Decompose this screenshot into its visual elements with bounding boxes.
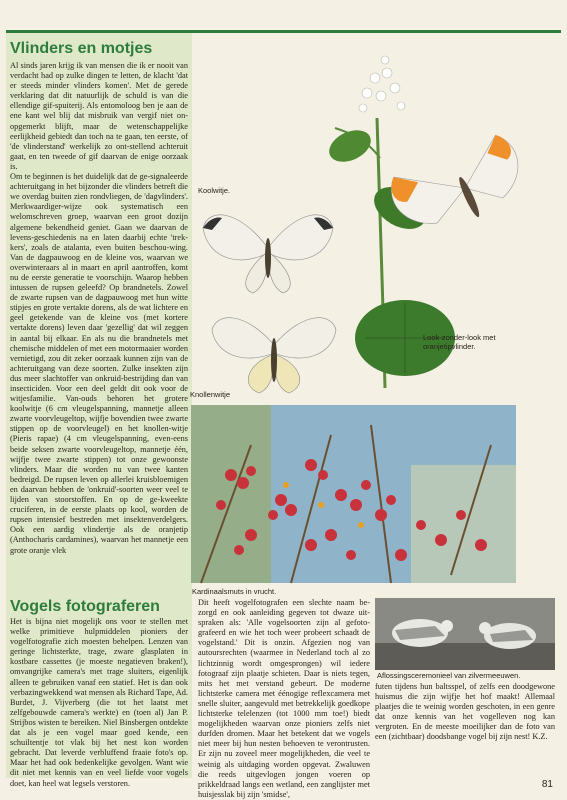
caption-meeuwen: Aflossingsceremonieel van zilvermeeuwen. xyxy=(377,671,521,680)
article-column-vogels-3 xyxy=(375,682,555,778)
caption-look-zonder-look: Look-zonder-look met oranjetipvlinder. xyxy=(423,333,496,351)
page-number: 81 xyxy=(541,779,553,790)
section-title-vogels: Vogels fotograferen xyxy=(10,598,160,615)
author-signature: K.Z. xyxy=(532,732,548,742)
paragraph xyxy=(375,682,555,743)
caption-kardinaalsmuts: Kardinaalsmuts in vrucht. xyxy=(192,587,277,596)
paragraph-text: futen tijdens hun baltsspel, of zelfs een doodgewone huismus die zijn wijfje het hof maakt! Allemaal plaatjes die te weinig worden geschoten, in een genre dat onze kennis van het vogelleven nog kan vergroten. En de meeste moeilijker dan de foto van een (zichtbaar) doodsbange vogel bij zijn nest! xyxy=(375,682,555,742)
article-column-vogels-2 xyxy=(198,598,370,799)
gull-photo xyxy=(375,598,555,670)
caption-koolwitje: Koolwitje. xyxy=(198,186,231,195)
article-column-vlinders xyxy=(10,61,188,591)
koolwitje-illustration xyxy=(198,198,338,298)
paragraph: Dit heeft vogelfotografen een slechte naam be-zorgd en ook aanleiding gegeven tot dwaze uit-spraken als: 'Alle vogelsoorten zijn al gefoto-grafeerd en wie het toch weer probeert schaadt de vogelstand.' Dit is onzin. Afgezien nog van autoursrechten (waarmee in Nederland toch al zo lichtzinnig wordt omgesprongen) wil iedere fotograaf zijn plaatje schieten. Daar is niets tegen, mits het met verstand gebeurt. De moderne lichtsterke camera met éénogige reflexcamera met snelle sluiter, aangevuld met betrekkelijk goedkope lichtsterke telelenzen (tot 1000 mm toe!) biedt mogelijkheden waarvan onze pioniers zelfs niet durfden dromen. Maar het betekent dat we vogels niet meer bij hun nesten behoeven te verontrusten. Er zijn nu zoveel meer mogelijkheden, die veel te weinig als uitdaging worden opgevat. Zwaluwen die reeds uitgevlogen jongen voeren op prikkeldraad langs een wetland, een zanglijster met huisjesslak bij zijn 'smidse', xyxy=(198,598,370,799)
paragraph: Om te beginnen is het duidelijk dat de ge-signaleerde achteruitgang in het bijzonder die vlinders betreft die we overdag buiten zien rondvliegen, de 'dagvlinders'. Merkwaardiger-wijze ook systematisch een welomschreven groep, waarvan een groot dozijn algemene bekendheid geniet. Gaan we daarvan de levens-geschiedenis na en laten daarbij echte 'trek-kers', zoals de atalanta, even buiten beschou-wing. Van de dagpauwoog en de kleine vos, waarvan we overwinteraars al in maart en april aantroffen, komt nu de eerste generatie te voorschijn. Waarop hebben intussen de rupsen geleefd? Op brandnetels. Zowel de zwarte rupsen van de dagpauwoog met hun witte stipjes en grote vertakte dorens, als de wat lichtere en geel getekende van de kleine vos (met kortere vertakte dorens) leven daar 'gezellig' dat wil zeggen in aantal bij elkaar. En als nu die brandnetels met chemische middelen of met een motormaaier worden vernietigd, zou dit zeker oorzaak kunnen zijn van de achteruitgang van deze soorten. Zulke insekten zijn dus meer slachtoffer van onkruid-bestrijding dan van insecticiden. Voor een deel geldt dit ook voor de witjesfamilie. Van-ouds behoren het grotere koolwitje (6 cm vleugelspanning, mannetje alleen zwarte voorvleugeltop, wijfje bovendien twee zwarte stippen op de voorvleugel) en het knollen-witje (Pieris rapae) (4 cm vleugelspanning, even-eens beide seksen zwarte voorvleugeltop, mannetje één, wijfje twee zwarte stippen) tot onze gewoonste vlinders. Maar die worden nu van twee kanten bedreigd. De rupsen leven op allerlei kruisbloemigen en daarvan hebben de 'onkruid'-soorten weer veel te lijden van stoorstoffen. En op de ge-kweekte cruciferen, in de eerste plaats op kool, worden de rupsen intensief bestreden met insektenverdelgers. Ook een aardig vlindertje als de oranjetip (Anthocharis cardamines), waarvan het mannetje een grote oranje vlek xyxy=(10,172,188,555)
paragraph: Het is bijna niet mogelijk ons voor te stellen met welke primitieve hulpmiddelen pioniers der vogelfotografie zich moesten behelpen. Lenzen van geringe lichtsterkte, trage, zware glasplaten in kostbare cassettes (je moeste negatieven braken!), omvangrijke camera's met trage sluiters, eigenlijk alleen te gebruiken vanaf een statief. Het is dan ook verbazingwekkend wat mensen als Richard Tape, Ad. Burdet, J. Vijverberg (die tot het laatst met zelfgebouwde camera's werkte) en (toen al) Jan P. Strijbos wisten te bereiken. Niel Binsbergen ontdekte dat als je een vogel maar goed kende, een schuiltentje tot vlak bij het nest kon worden gebracht. Dat leverde verbluffend fraaie foto's op. Maar het had ook bedenkelijke gevolgen. Want wie dit niet met kennis van en veel liefde voor vogels doet, kan heel wat legsels verstoren. xyxy=(10,617,188,788)
caption-knollenwitje: Knollenwitje xyxy=(190,390,231,399)
article-column-vogels-1 xyxy=(10,617,188,788)
paragraph: Al sinds jaren krijg ik van mensen die ik er nooit van verdacht had op zulke dingen te letten, de klacht 'dat er steeds minder vlinders komen'. Met de gerede verklaring dat dit natuurlijk de schuld is van die ellendige gif-spuiterij. Als entomoloog ben je aan de ene kant wel blij dat misbruik van vergif niet on-opgemerkt blijft, maar de wetenschappelijke eerlijkheid gebiedt dan toch na te gaan, ten eerste, of 'de vlinderstand' werkelijk zo ont-stellend achteruit gaat, en ten tweede of gif daarvan de enige oorzaak is. xyxy=(10,61,188,171)
section-title-vlinders: Vlinders en motjes xyxy=(10,40,153,57)
kardinaalsmuts-photo xyxy=(191,405,516,583)
knollenwitje-illustration xyxy=(204,305,344,397)
